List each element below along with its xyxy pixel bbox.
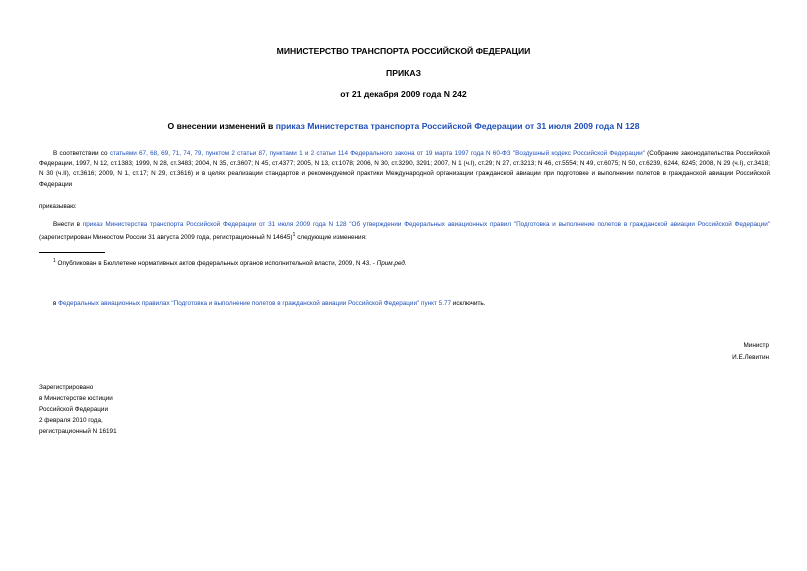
document-title <box>0 121 807 131</box>
footnote <box>53 256 407 269</box>
signatory-position: Министр <box>743 342 769 349</box>
amendment-text-c: следующие изменения: <box>295 234 367 242</box>
signatory-name: И.Е.Левитин <box>732 354 769 361</box>
amendment-text-b: (зарегистрирован Минюстом России 31 августа 2009 года, регистрационный N 14645) <box>39 234 293 242</box>
registration-line: Зарегистрировано <box>39 384 94 391</box>
preamble-text-b: (Собрание законодательства Российской Федерации, 1997, N 12, ст.1383; 1999, N 28, ст.3483; 2004, N 35, ст.3607; N 45, ст.4377; 2005, N 13, ст.1078; 2006, N 30, ст.3290, 3291; 2007, N 1 (ч.I), ст.29; N 27, ст.3213; N 46, ст.5554; N 49, ст.6075; N 50, ст.6239, 6244, 6245; 2008, N 29 (ч.I), ст.3418; N 30 (ч.II), ст.3616; 2009, N 1, ст.17; N 29, ст.3616) и в целях реализации стандартов и рекомендуемой практики Международной организации гражданской авиации при подготовке и выполнении полетов в гражданской авиации Российской Федерации <box>39 150 770 188</box>
amendment-item-prefix: в <box>53 300 59 307</box>
footnote-number: 1 <box>53 258 56 264</box>
amendment-item-suffix: исключить. <box>451 300 486 307</box>
editor-note: Прим.ред. <box>376 260 407 268</box>
preamble-paragraph <box>39 149 770 190</box>
registration-line: 2 февраля 2010 года, <box>39 417 103 424</box>
amendment-text-a: Внести в <box>53 221 83 228</box>
amendment-paragraph <box>39 220 770 244</box>
date-number-heading: от 21 декабря 2009 года N 242 <box>340 89 467 99</box>
preamble-text-a: В соответствии со <box>53 150 110 157</box>
air-code-articles-link[interactable]: статьями 67, 68, 69, 71, 74, 79, пунктом 2 статьи 87, пунктами 1 и 2 статьи 114 Федерального закона от 19 марта 1997 года N 60-ФЗ "Воздушный кодекс Российской Федерации" <box>109 150 645 157</box>
order-word: приказываю: <box>39 203 77 210</box>
registration-line: Российской Федерации <box>39 406 108 413</box>
title-order-link[interactable]: приказ Министерства транспорта Российской Федерации от 31 июля 2009 года N 128 <box>275 121 640 131</box>
footnote-text: Опубликован в Бюллетене нормативных актов федеральных органов исполнительной власти, 2009, N 43. - <box>55 260 377 268</box>
footnote-separator <box>39 252 105 253</box>
title-prefix: О внесении изменений в <box>167 121 276 131</box>
order-128-link[interactable]: приказ Министерства транспорта Российской Федерации от 31 июля 2009 года N 128 "Об утверждении Федеральных авиационных правил "Подготовка и выполнение полетов в гражданской авиации Российской Федерации" <box>82 221 770 228</box>
ministry-heading: МИНИСТЕРСТВО ТРАНСПОРТА РОССИЙСКОЙ ФЕДЕРАЦИИ <box>276 46 531 56</box>
registration-line: в Министерстве юстиции <box>39 395 113 402</box>
federal-rules-link[interactable]: Федеральных авиационных правилах "Подготовка и выполнение полетов в гражданской авиации Российской Федерации" пункт 5.77 <box>58 300 452 307</box>
registration-block <box>39 382 117 437</box>
amendment-item <box>53 299 485 309</box>
doc-type-heading: ПРИКАЗ <box>386 68 421 78</box>
footnote-marker[interactable]: 1 <box>292 232 296 239</box>
registration-line: регистрационный N 16191 <box>39 428 117 435</box>
